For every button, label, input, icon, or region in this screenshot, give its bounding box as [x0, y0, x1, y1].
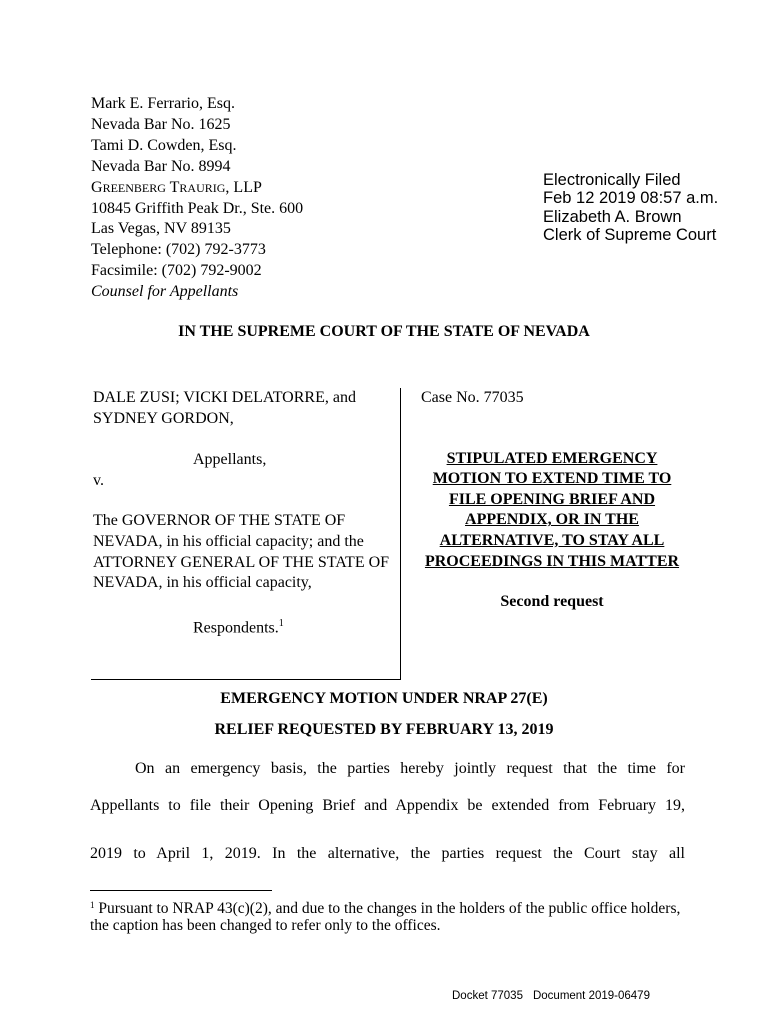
case-number: Case No. 77035 — [421, 389, 524, 406]
appellants-label: Appellants, — [193, 451, 267, 469]
heading-emergency-motion: EMERGENCY MOTION UNDER NRAP 27(E) — [220, 690, 548, 707]
firm-telephone: Telephone: (702) 792-3773 — [91, 241, 266, 259]
respondents-names: The GOVERNOR OF THE STATE OF NEVADA, in his official capacity; and the ATTORNEY GENERAL OF THE STATE OF NEVADA, in his official capacity, — [93, 512, 390, 592]
court-title: IN THE SUPREME COURT OF THE STATE OF NEVADA — [178, 323, 590, 340]
footnote-ref: 1 — [278, 617, 284, 629]
docket-number: Docket 77035 — [452, 990, 523, 1002]
footnote-marker: 1 — [90, 900, 95, 910]
counsel-block — [91, 94, 303, 303]
firm-facsimile: Facsimile: (702) 792-9002 — [91, 262, 262, 280]
document-number: Document 2019-06479 — [532, 990, 650, 1002]
firm-street: 10845 Griffith Peak Dr., Ste. 600 — [91, 199, 304, 217]
counsel-bar-1: Nevada Bar No. 1625 — [91, 115, 231, 133]
footnote-rule — [90, 890, 272, 891]
second-request: Second request — [500, 593, 604, 611]
caption-parties — [93, 388, 393, 639]
appellants-names: DALE ZUSI; VICKI DELATORRE, and SYDNEY GORDON, — [93, 389, 356, 427]
stamp-clerk-name: Elizabeth A. Brown — [543, 207, 682, 226]
body-line: 2019 to April 1, 2019. In the alternative, the parties request the Court stay all — [90, 845, 685, 862]
heading-relief-requested: RELIEF REQUESTED BY FEBRUARY 13, 2019 — [214, 721, 554, 738]
body-line: Appellants to file their Opening Brief and Appendix be extended from February 19, — [90, 797, 685, 814]
caption-divider-vertical — [400, 388, 401, 680]
stamp-filed: Electronically Filed — [543, 171, 681, 189]
body-line: On an emergency basis, the parties hereby jointly request that the time for — [135, 760, 685, 777]
motion-title: STIPULATED EMERGENCY MOTION TO EXTEND TIME TO FILE OPENING BRIEF AND APPENDIX, OR IN THE ALTERNATIVE, TO STAY ALL PROCEEDINGS IN THIS MATTER — [424, 449, 680, 570]
docket-stamp — [452, 990, 650, 1002]
firm-city: Las Vegas, NV 89135 — [91, 220, 231, 238]
stamp-clerk-title: Clerk of Supreme Court — [543, 225, 717, 244]
filing-stamp — [543, 171, 718, 244]
footnote — [90, 897, 682, 934]
counsel-name-1: Mark E. Ferrario, Esq. — [91, 95, 235, 112]
caption-divider-horizontal — [91, 679, 401, 680]
counsel-bar-2: Nevada Bar No. 8994 — [91, 157, 231, 175]
counsel-role: Counsel for Appellants — [91, 283, 239, 301]
stamp-timestamp: Feb 12 2019 08:57 a.m. — [543, 189, 719, 208]
versus: v. — [93, 471, 104, 489]
respondents-label: Respondents.$^1$ — [193, 617, 284, 637]
counsel-name-2: Tami D. Cowden, Esq. — [91, 136, 237, 154]
footnote-text: Pursuant to NRAP 43(c)(2), and due to the changes in the holders of the public office holders, the caption has been changed to refer only to the offices. — [90, 900, 681, 934]
firm-name: GREENBERG TRAURIG, LLP — [91, 178, 262, 196]
caption-case-info — [421, 388, 683, 613]
